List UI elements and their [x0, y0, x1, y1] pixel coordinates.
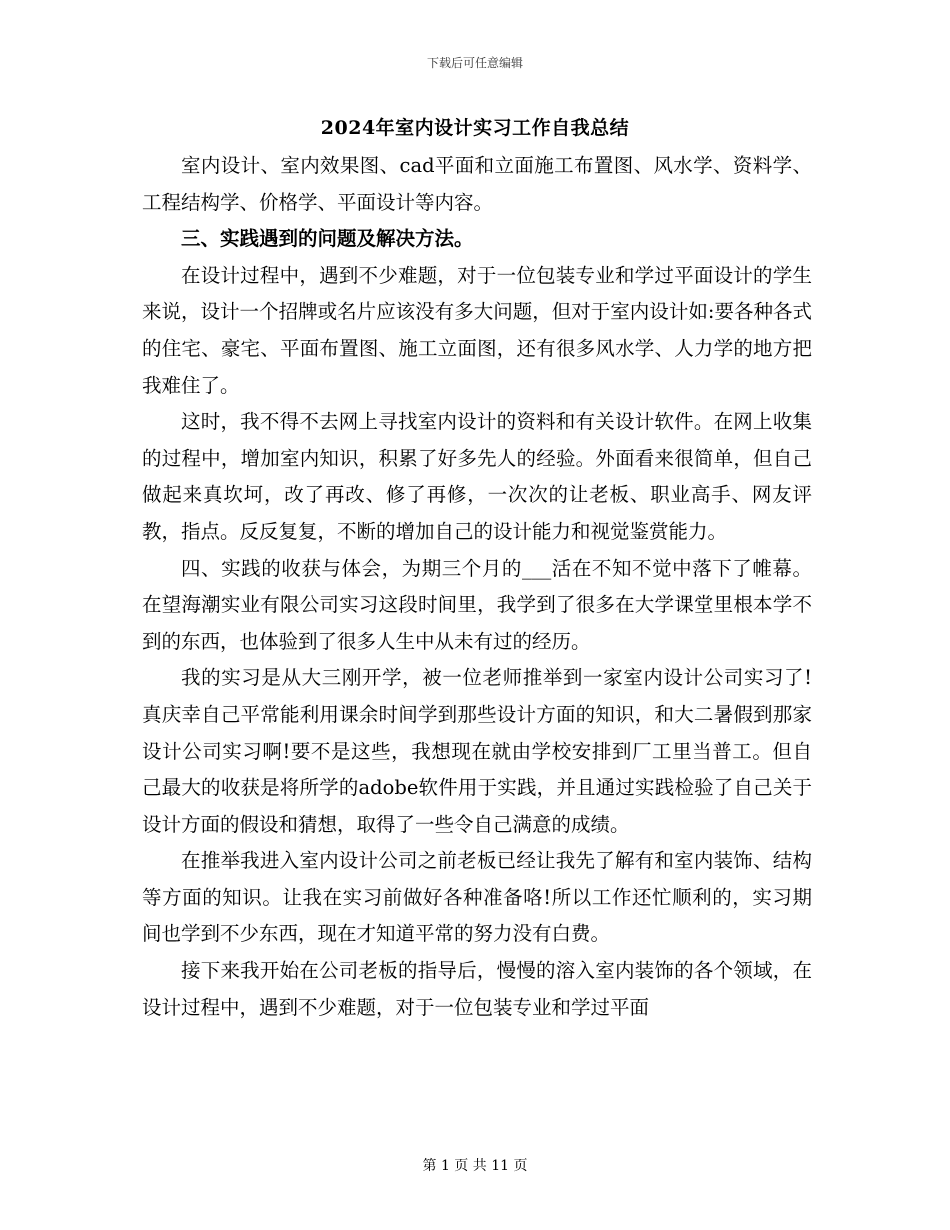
header-note: 下载后可任意编辑: [426, 56, 523, 70]
page-number: 第 1 页 共 11 页: [422, 1158, 528, 1174]
paragraph-internship-start: 我的实习是从大三刚开学，被一位老师推举到一家室内设计公司实习了!真庆幸自己平常能利用课余时间学到那些设计方面的知识，和大二暑假到那家设计公司实习啊!要不是这些，我想现在就由学校安排到厂工里当普工。但自己最大的收获是将所学的adobe软件用于实践，并且通过实践检验了自己关于设计方面的假设和猜想，取得了一些令自己满意的成绩。: [142, 666, 812, 836]
paragraph-difficulties: 在设计过程中，遇到不少难题，对于一位包装专业和学过平面设计的学生来说，设计一个招牌或名片应该没有多大问题，但对于室内设计如:要各种各式的住宅、豪宅、平面布置图、施工立面图，还有很多风水学、人力学的地方把我难住了。: [142, 263, 812, 397]
section-heading-problems: 三、实践遇到的问题及解决方法。: [181, 227, 474, 251]
document-body: [142, 148, 812, 1026]
paragraph-next-steps: 接下来我开始在公司老板的指导后，慢慢的溶入室内装饰的各个领域，在设计过程中，遇到不少难题，对于一位包装专业和学过平面: [142, 959, 812, 1019]
paragraph-preparation: 在推举我进入室内设计公司之前老板已经让我先了解有和室内装饰、结构等方面的知识。让我在实习前做好各种准备咯!所以工作还忙顺利的，实习期间也学到不少东西，现在才知道平常的努力没有白费。: [142, 849, 812, 946]
paragraph-research: 这时，我不得不去网上寻找室内设计的资料和有关设计软件。在网上收集的过程中，增加室内知识，积累了好多先人的经验。外面看来很简单，但自己做起来真坎坷，改了再改、修了再修，一次次的让老板、职业高手、网友评教，指点。反反复复，不断的增加自己的设计能力和视觉鉴赏能力。: [142, 410, 812, 543]
document-title: 2024年室内设计实习工作自我总结: [320, 117, 630, 139]
paragraph-gains: 四、实践的收获与体会，为期三个月的___活在不知不觉中落下了帷幕。在望海潮实业有限公司实习这段时间里，我学到了很多在大学课堂里根本学不到的东西，也体验到了很多人生中从未有过的经历。: [142, 556, 812, 653]
paragraph-intro: 室内设计、室内效果图、cad平面和立面施工布置图、风水学、资料学、工程结构学、价格学、平面设计等内容。: [142, 154, 812, 214]
